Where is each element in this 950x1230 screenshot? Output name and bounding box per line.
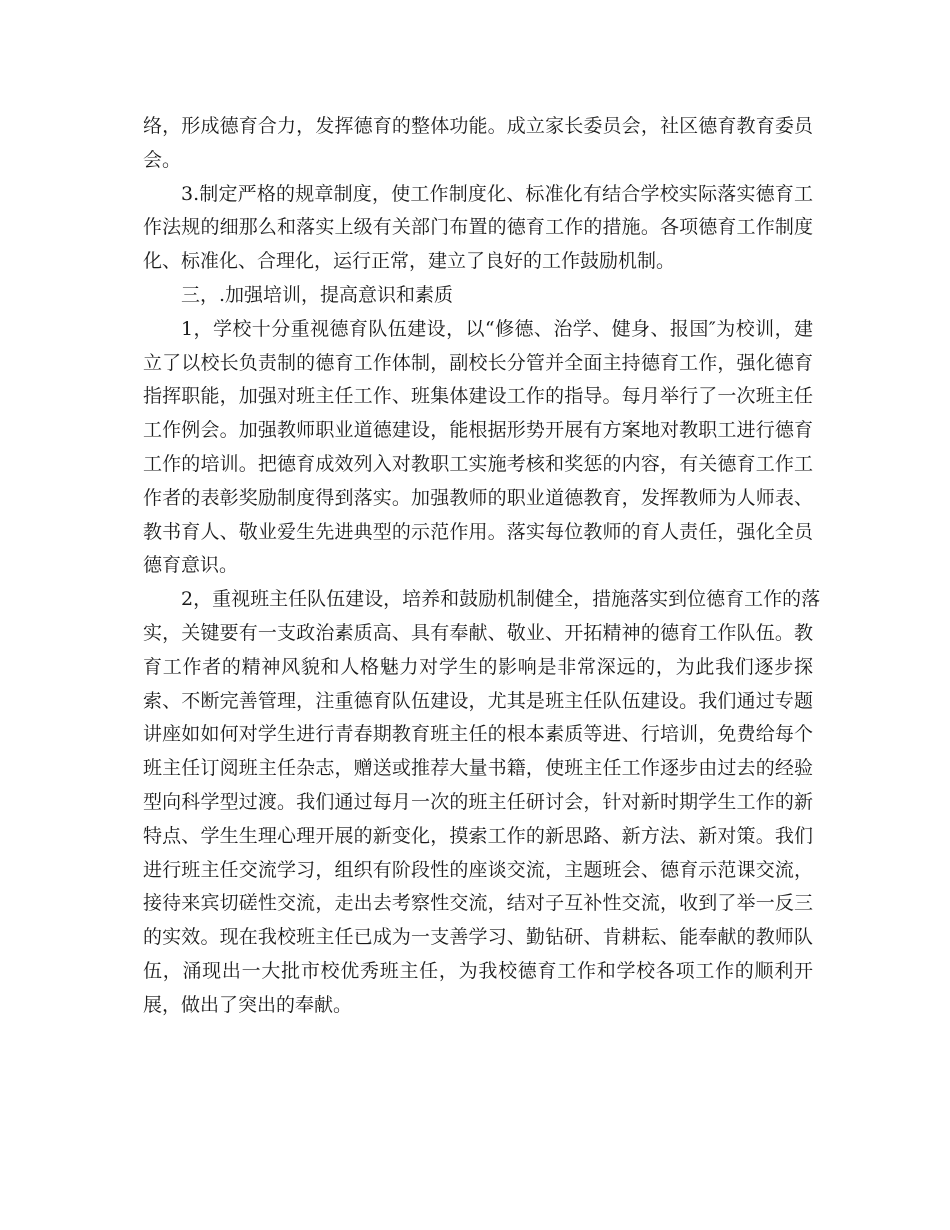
text-line: 络，形成德育合力，发挥德育的整体功能。成立家长委员会，社区德育教育委员 xyxy=(143,115,813,137)
text-line: 工作的培训。把德育成效列入对教职工实施考核和奖惩的内容，有关德育工作工 xyxy=(143,452,813,475)
text-line: 讲座如如何对学生进行青春期教育班主任的根本素质等进、行培训，免费给每个 xyxy=(143,723,813,746)
text-line: 索、不断完善管理，注重德育队伍建设，尤其是班主任队伍建设。我们通过专题 xyxy=(143,689,813,712)
text-line: 工作例会。加强教师职业道德建设，能根据形势开展有方案地对教职工进行德育 xyxy=(143,419,813,442)
text-line: 进行班主任交流学习，组织有阶段性的座谈交流，主题班会、德育示范课交流， xyxy=(143,858,813,881)
text-line: 三，.加强培训，提高意识和素质 xyxy=(181,283,454,306)
text-line: 化、标准化、合理化，运行正常，建立了良好的工作鼓励机制。 xyxy=(143,250,676,273)
text-line: 2，重视班主任队伍建设，培养和鼓励机制健全，措施落实到位德育工作的落 xyxy=(181,588,821,611)
text-line: 指挥职能，加强对班主任工作、班集体建设工作的指导。每月举行了一次班主任 xyxy=(143,385,813,408)
text-line: 特点、学生生理心理开展的新变化，摸索工作的新思路、新方法、新对策。我们 xyxy=(143,824,813,847)
text-line: 教书育人、敬业爱生先进典型的示范作用。落实每位教师的育人责任，强化全员 xyxy=(143,520,813,543)
text-line: 会。 xyxy=(143,148,182,171)
text-line: 3.制定严格的规章制度，使工作制度化、标准化有结合学校实际落实德育工 xyxy=(181,182,813,205)
text-line: 伍，涌现出一大批市校优秀班主任，为我校德育工作和学校各项工作的顺利开 xyxy=(143,959,813,982)
text-line: 作法规的细那么和落实上级有关部门布置的德育工作的措施。各项德育工作制度 xyxy=(143,216,813,239)
text-line: 1，学校十分重视德育队伍建设，以“修德、治学、健身、报国″为校训，建 xyxy=(181,317,813,340)
text-line: 德育意识。 xyxy=(143,554,239,577)
text-line: 展，做出了突出的奉献。 xyxy=(143,993,353,1016)
text-line: 的实效。现在我校班主任已成为一支善学习、勤钻研、肯耕耘、能奉献的教师队 xyxy=(143,926,813,949)
text-line: 立了以校长负责制的德育工作体制，副校长分管并全面主持德育工作，强化德育 xyxy=(143,351,813,374)
text-line: 育工作者的精神风貌和人格魅力对学生的影响是非常深远的，为此我们逐步探 xyxy=(143,655,813,678)
document-body xyxy=(143,110,821,1023)
text-line: 型向科学型过渡。我们通过每月一次的班主任研讨会，针对新时期学生工作的新 xyxy=(143,790,813,813)
text-line: 接待来宾切磋性交流，走出去考察性交流，结对子互补性交流，收到了举一反三 xyxy=(143,892,813,915)
text-line: 实，关键要有一支政治素质高、具有奉献、敬业、开拓精神的德育工作队伍。教 xyxy=(143,621,813,644)
text-line: 作者的表彰奖励制度得到落实。加强教师的职业道德教育，发挥教师为人师表、 xyxy=(143,486,813,509)
text-line: 班主任订阅班主任杂志，赠送或推荐大量书籍，使班主任工作逐步由过去的经验 xyxy=(143,757,813,780)
